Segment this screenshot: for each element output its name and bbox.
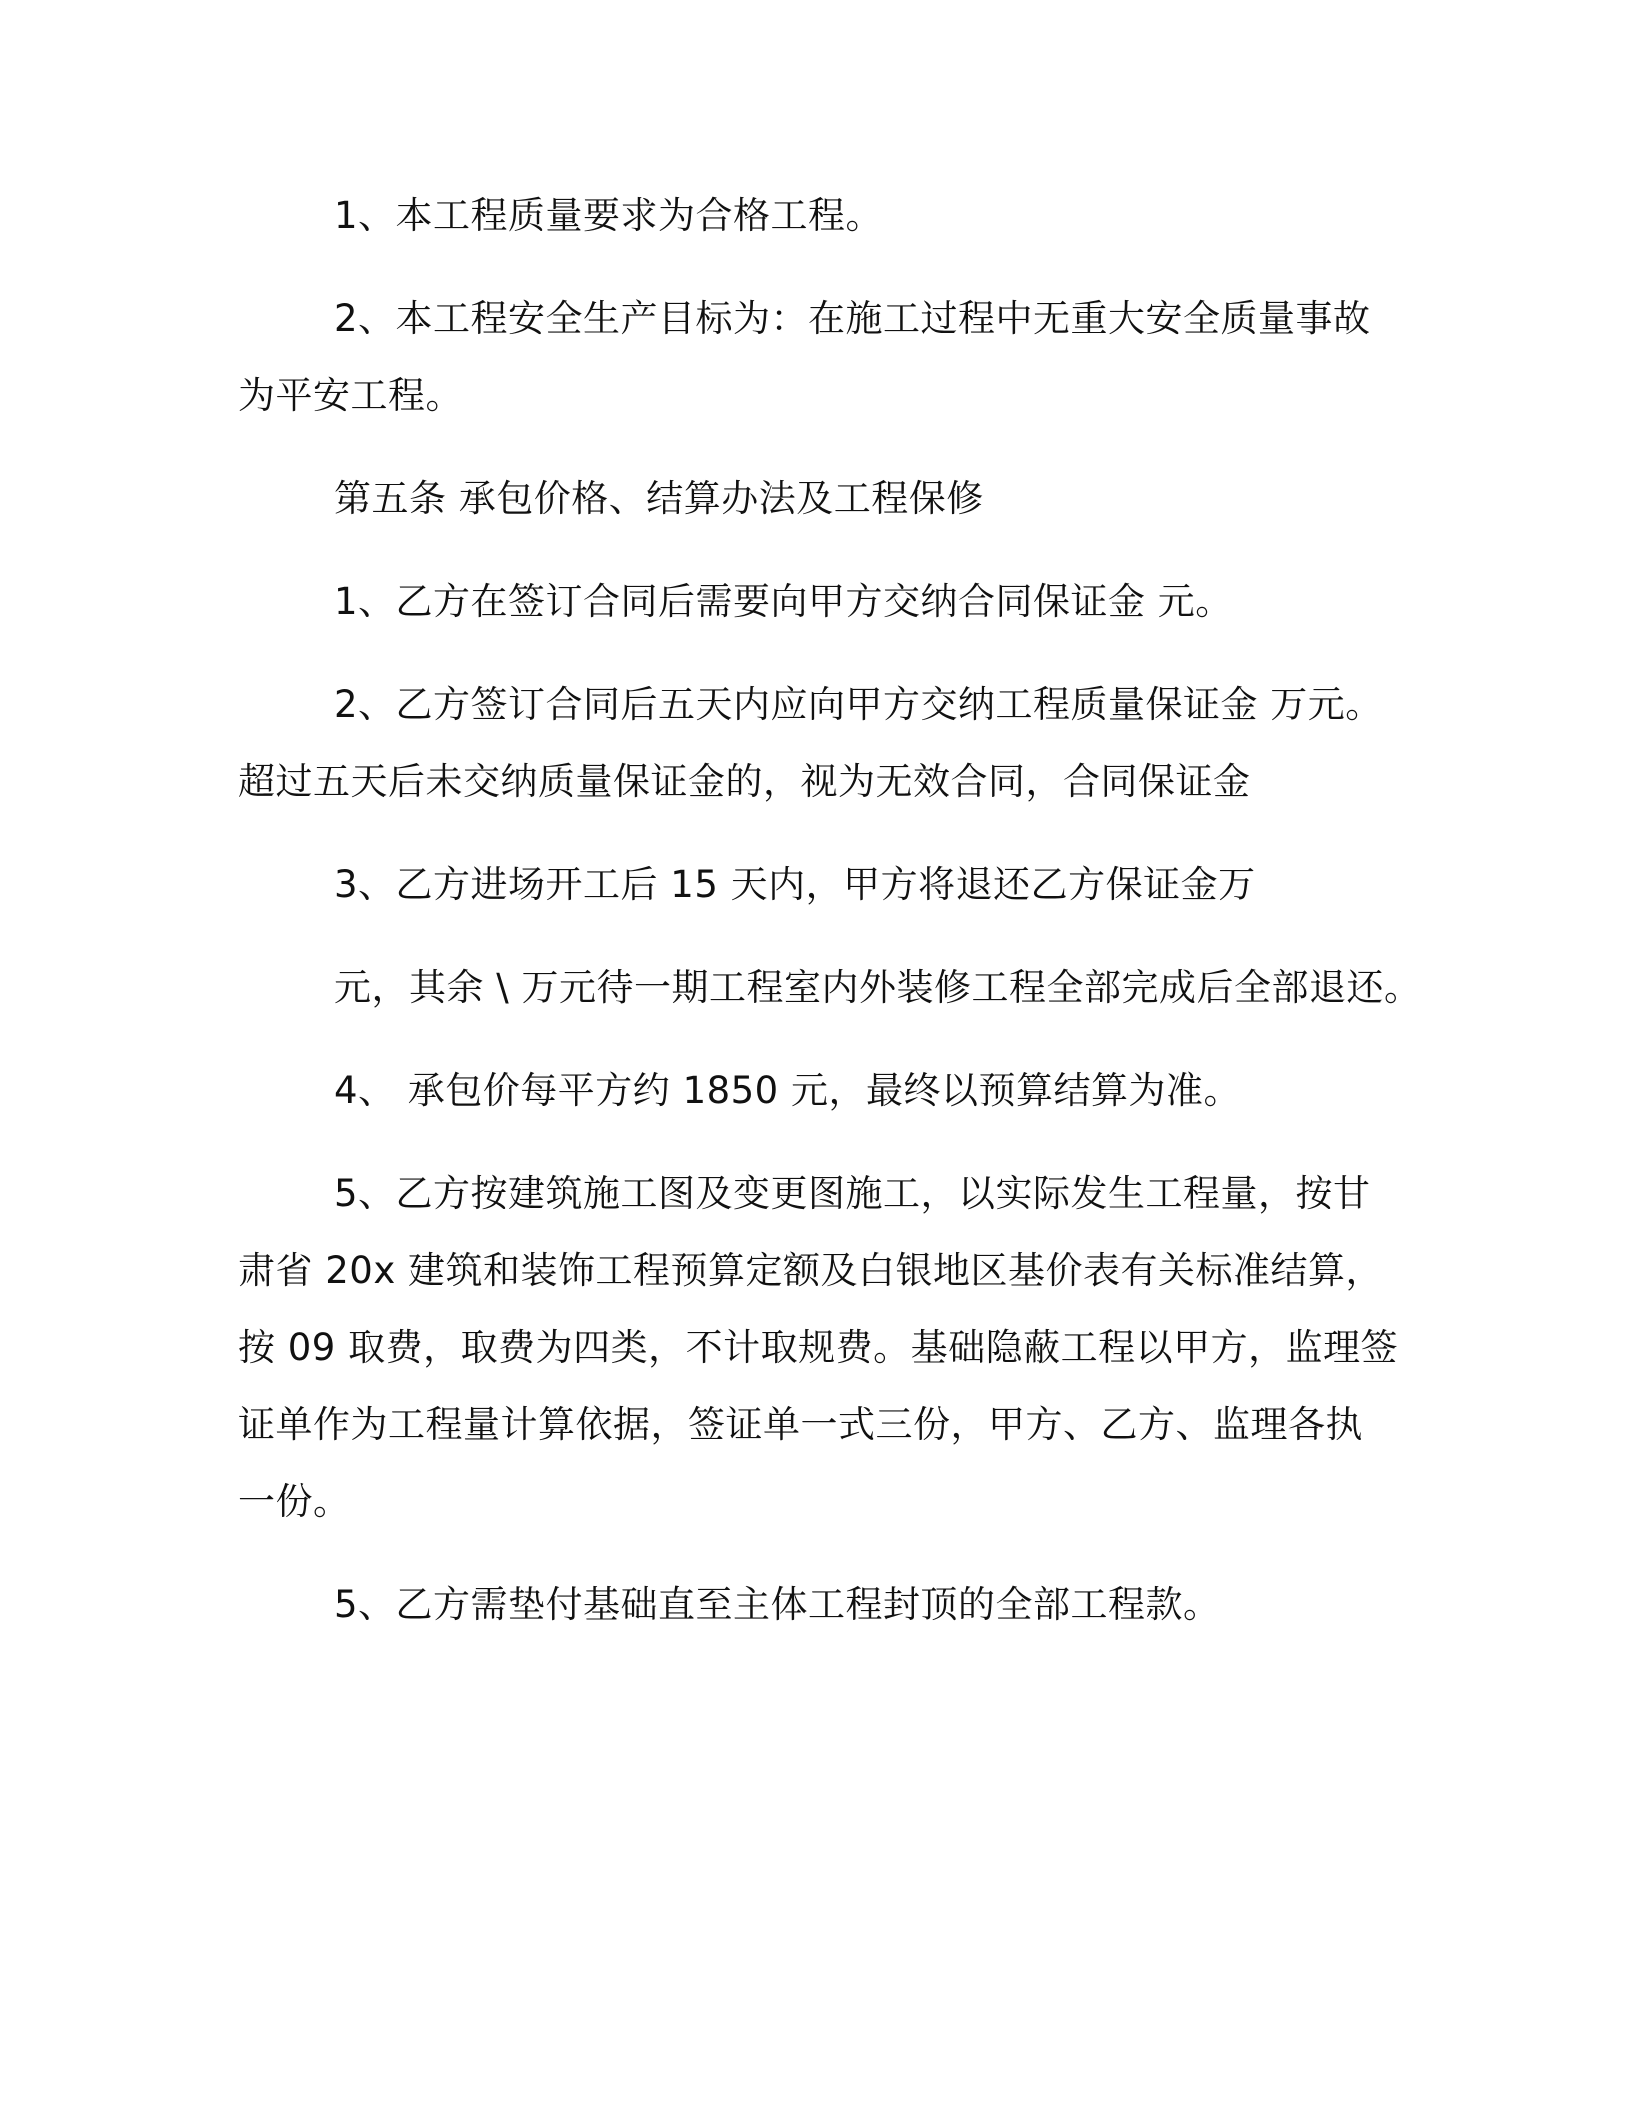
paragraph-safety-goal-cont: 为平安工程。 (238, 374, 463, 417)
paragraph-settlement-cont-3: 证单作为工程量计算依据，签证单一式三份，甲方、乙方、监理各执 (238, 1403, 1363, 1446)
paragraph-quality-requirement: 1、本工程质量要求为合格工程。 (334, 194, 884, 237)
paragraph-advance-payment: 5、乙方需垫付基础直至主体工程封顶的全部工程款。 (334, 1583, 1221, 1626)
paragraph-deposit-refund: 3、乙方进场开工后 15 天内，甲方将退还乙方保证金万 (334, 863, 1256, 906)
paragraph-settlement-cont-4: 一份。 (238, 1480, 351, 1523)
paragraph-remaining-refund: 元，其余 \ 万元待一期工程室内外装修工程全部完成后全部退还。 (334, 966, 1422, 1009)
paragraph-contract-deposit: 1、乙方在签订合同后需要向甲方交纳合同保证金 元。 (334, 580, 1233, 623)
paragraph-unit-price: 4、 承包价每平方约 1850 元，最终以预算结算为准。 (334, 1069, 1241, 1112)
paragraph-settlement-cont-2: 按 09 取费，取费为四类，不计取规费。基础隐蔽工程以甲方，监理签 (238, 1326, 1399, 1369)
paragraph-quality-deposit: 2、乙方签订合同后五天内应向甲方交纳工程质量保证金 万元。 (334, 683, 1383, 726)
article-five-heading: 第五条 承包价格、结算办法及工程保修 (334, 477, 984, 520)
paragraph-settlement: 5、乙方按建筑施工图及变更图施工，以实际发生工程量，按甘 (334, 1172, 1371, 1215)
paragraph-quality-deposit-cont: 超过五天后未交纳质量保证金的，视为无效合同，合同保证金 (238, 760, 1251, 803)
paragraph-settlement-cont-1: 肃省 20x 建筑和装饰工程预算定额及白银地区基价表有关标准结算， (238, 1249, 1383, 1292)
paragraph-safety-goal: 2、本工程安全生产目标为：在施工过程中无重大安全质量事故 (334, 297, 1371, 340)
